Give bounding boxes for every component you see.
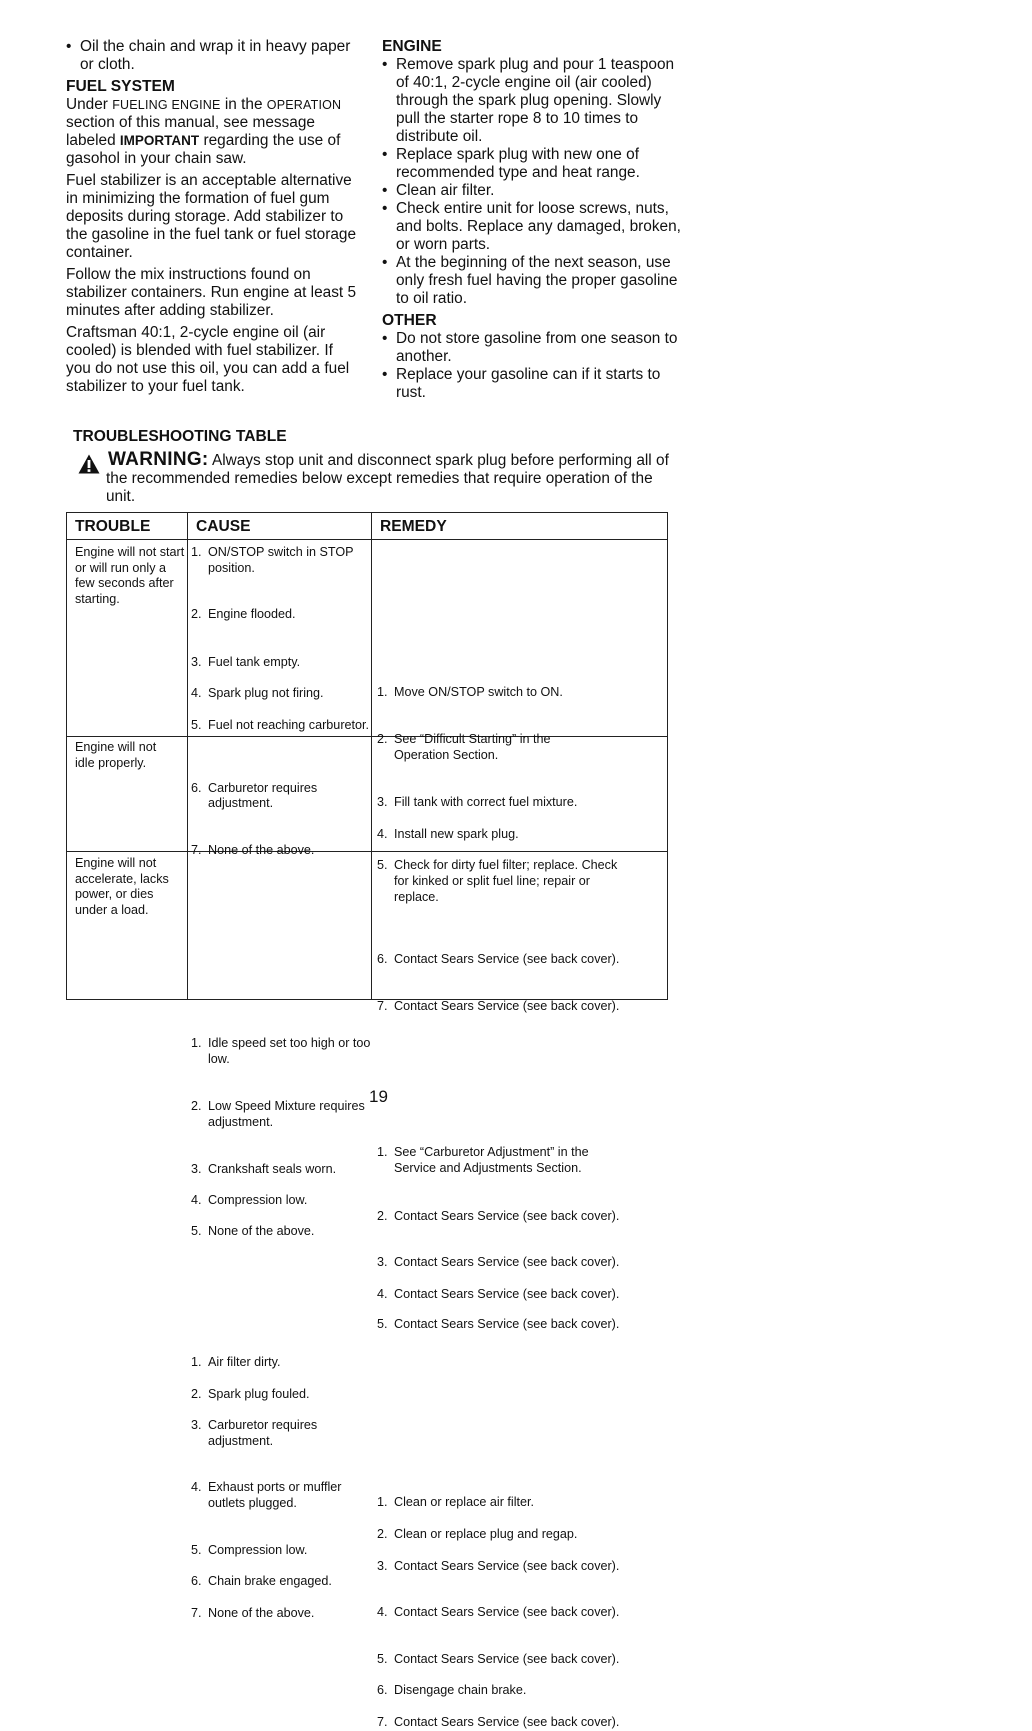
remedy-text: Contact Sears Service (see back cover). — [394, 952, 620, 967]
remedy-item — [377, 1559, 684, 1575]
cause-text: Engine flooded. — [208, 607, 296, 622]
remedy-text: Install new spark plug. — [394, 826, 519, 841]
cause-number: 5. — [191, 1223, 202, 1238]
remedy-item — [377, 685, 684, 701]
cause-text: None of the above. — [208, 1223, 315, 1238]
remedy-text: Clean or replace air filter. — [394, 1495, 534, 1510]
remedy-text: See “Difficult Starting” in the Operation Section. — [394, 731, 551, 762]
cause-text: ON/STOP switch in STOP position. — [208, 545, 354, 575]
remedy-item — [377, 1145, 684, 1176]
cause-number: 3. — [191, 1418, 202, 1433]
remedy-number: 1. — [377, 1145, 388, 1160]
remedy-item — [377, 1317, 684, 1333]
cause-item — [191, 607, 380, 623]
fuel-system-heading: FUEL SYSTEM — [66, 78, 175, 95]
page-number: 19 — [369, 1087, 388, 1106]
remedy-number: 3. — [377, 1558, 388, 1573]
cause-number: 3. — [191, 1161, 202, 1176]
remedy-number: 5. — [377, 1651, 388, 1666]
chain-bullet: • Oil the chain and wrap it in heavy paper or cloth. — [66, 38, 358, 74]
cause-number: 7. — [191, 1605, 202, 1620]
cause-number: 2. — [191, 607, 202, 622]
engine-heading: ENGINE — [382, 38, 442, 55]
cause-number: 4. — [191, 1193, 202, 1208]
remedy-item — [377, 1605, 684, 1621]
remedy-number: 5. — [377, 1317, 388, 1332]
cause-item — [191, 686, 380, 702]
cause-number: 7. — [191, 842, 202, 857]
header-remedy: REMEDY — [372, 513, 667, 540]
remedy-number: 5. — [377, 858, 388, 873]
cause-text: Compression low. — [208, 1193, 308, 1208]
trouble-cell: Engine will not accelerate, lacks power, or dies under a load. — [75, 856, 169, 917]
remedy-number: 1. — [377, 1495, 388, 1510]
remedy-item — [377, 1527, 684, 1543]
cause-item — [191, 1036, 380, 1067]
engine-item: • Check entire unit for loose screws, nuts, and bolts. Replace any damaged, broken, or worn parts. — [382, 200, 682, 254]
cause-text: Low Speed Mixture requires adjustment. — [208, 1099, 365, 1130]
cause-item — [191, 1387, 380, 1403]
warning-text: Always stop unit and disconnect spark plug before performing all of the recommended remedies below except remedies that require operation of the unit. — [106, 452, 669, 505]
remedy-number: 6. — [377, 1683, 388, 1698]
remedy-text: Fill tank with correct fuel mixture. — [394, 795, 578, 810]
cause-item — [191, 1355, 380, 1371]
cause-number: 2. — [191, 1386, 202, 1401]
remedy-number: 7. — [377, 1714, 388, 1729]
right-column — [382, 38, 682, 402]
cause-text: Fuel tank empty. — [208, 654, 301, 669]
cause-text: None of the above. — [208, 842, 315, 857]
remedy-item — [377, 1255, 684, 1271]
fuel-p1-operation: OPERATION — [266, 98, 342, 112]
cause-item — [191, 718, 380, 734]
fuel-system-paragraph-4: Craftsman 40:1, 2-cycle engine oil (air cooled) is blended with fuel stabilizer. If you do not use this oil, you can add a fuel stabilizer to your fuel tank. — [66, 324, 350, 395]
column-divider — [371, 513, 372, 999]
cause-number: 6. — [191, 1574, 202, 1589]
warning-block — [78, 449, 678, 506]
cause-item — [191, 1574, 380, 1590]
remedy-number: 4. — [377, 826, 388, 841]
cause-number: 4. — [191, 1480, 202, 1495]
cause-number: 6. — [191, 780, 202, 795]
remedy-number: 3. — [377, 795, 388, 810]
remedy-number: 2. — [377, 1208, 388, 1223]
cause-item — [191, 1543, 380, 1559]
cause-number: 3. — [191, 654, 202, 669]
fuel-system-paragraph-2: Fuel stabilizer is an acceptable alternative in minimizing the formation of fuel gum deposits during storage. Add stabilizer to the gasoline in the fuel tank or fuel storage container. — [66, 172, 357, 261]
fuel-p1-fueling-engine: FUELING ENGINE — [112, 98, 221, 112]
remedy-number: 1. — [377, 685, 388, 700]
cause-text: Crankshaft seals worn. — [208, 1161, 337, 1176]
column-divider — [187, 513, 188, 999]
cause-text: Air filter dirty. — [208, 1355, 281, 1369]
cause-text: Idle speed set too high or too low. — [208, 1036, 371, 1066]
engine-item: • Replace spark plug with new one of recommended type and heat range. — [382, 146, 682, 182]
cause-text: Carburetor requires adjustment. — [208, 1418, 318, 1448]
fuel-system-paragraph-3: Follow the mix instructions found on stabilizer containers. Run engine at least 5 minutes after adding stabilizer. — [66, 266, 357, 319]
cause-text: Exhaust ports or muffler outlets plugged. — [208, 1480, 342, 1510]
cause-text: Carburetor requires adjustment. — [208, 780, 318, 811]
engine-item: • Remove spark plug and pour 1 teaspoon of 40:1, 2-cycle engine oil (air cooled) through the spark plug opening. Slowly pull the starter rope 8 to 10 times to distribute oil. — [382, 56, 682, 146]
cause-text: Spark plug fouled. — [208, 1386, 310, 1401]
cause-item — [191, 545, 380, 576]
cause-number: 2. — [191, 1099, 202, 1114]
remedy-number: 2. — [377, 1526, 388, 1541]
remedy-item — [377, 827, 684, 843]
remedy-number: 3. — [377, 1255, 388, 1270]
fuel-p1-text-e: section of this manual, see message labeled — [66, 114, 315, 149]
trouble-cell: Engine will not idle properly. — [75, 740, 157, 770]
remedy-item — [377, 1715, 684, 1731]
cause-text: None of the above. — [208, 1605, 315, 1620]
remedy-text: See “Carburetor Adjustment” in the Service and Adjustments Section. — [394, 1145, 589, 1176]
header-cause: CAUSE — [188, 513, 372, 540]
cause-text: Spark plug not firing. — [208, 686, 324, 701]
left-column — [66, 38, 358, 396]
remedy-item — [377, 952, 684, 968]
remedy-text: Contact Sears Service (see back cover). — [394, 998, 620, 1013]
other-item: • Do not store gasoline from one season to another. — [382, 330, 682, 366]
cause-text: Compression low. — [208, 1542, 308, 1557]
remedy-text: Contact Sears Service (see back cover). — [394, 1651, 620, 1666]
cause-text: Chain brake engaged. — [208, 1574, 332, 1589]
remedy-text: Contact Sears Service (see back cover). — [394, 1255, 620, 1270]
cause-number: 5. — [191, 1542, 202, 1557]
remedy-number: 7. — [377, 998, 388, 1013]
remedy-item — [377, 1652, 684, 1668]
cause-number: 1. — [191, 1355, 202, 1369]
fuel-p1-text-g: regarding the use of gasohol in your chain saw. — [66, 132, 341, 167]
cause-item — [191, 1162, 380, 1178]
remedy-text: Move ON/STOP switch to ON. — [394, 685, 563, 700]
cause-number: 1. — [191, 545, 202, 559]
trouble-cell: Engine will not start or will run only a few seconds after starting. — [75, 545, 185, 606]
remedy-item — [377, 1287, 684, 1303]
remedy-number: 6. — [377, 952, 388, 967]
fuel-p1-important: IMPORTANT — [119, 133, 200, 148]
remedy-item — [377, 1209, 684, 1225]
remedy-item — [377, 732, 684, 763]
cause-number: 4. — [191, 686, 202, 701]
remedy-item — [377, 999, 684, 1015]
remedy-text: Contact Sears Service (see back cover). — [394, 1317, 620, 1332]
cause-item — [191, 1099, 380, 1130]
troubleshooting-title: TROUBLESHOOTING TABLE — [73, 428, 287, 445]
remedy-number: 2. — [377, 731, 388, 746]
remedy-item — [377, 1683, 684, 1699]
remedy-text: Contact Sears Service (see back cover). — [394, 1714, 620, 1729]
remedy-text: Check for dirty fuel filter; replace. Check for kinked or split fuel line; repair or replace. — [394, 858, 618, 904]
remedy-text: Clean or replace plug and regap. — [394, 1526, 578, 1541]
engine-item: • Clean air filter. — [382, 182, 682, 200]
header-trouble: TROUBLE — [67, 513, 188, 540]
warning-label: WARNING: — [108, 449, 209, 470]
cause-item — [191, 1224, 380, 1240]
fuel-p1-text-c: in the — [220, 96, 267, 113]
remedy-text: Disengage chain brake. — [394, 1683, 527, 1698]
cause-item — [191, 1606, 380, 1622]
cause-item — [191, 655, 380, 671]
cause-item — [191, 1480, 380, 1511]
remedy-text: Contact Sears Service (see back cover). — [394, 1605, 620, 1620]
cause-text: Fuel not reaching carburetor. — [208, 717, 370, 732]
remedy-text: Contact Sears Service (see back cover). — [394, 1208, 620, 1223]
cause-item — [191, 1193, 380, 1209]
fuel-system-paragraph-1 — [66, 96, 358, 168]
cause-item — [191, 781, 380, 812]
remedy-item — [377, 1495, 684, 1511]
remedy-number: 4. — [377, 1605, 388, 1620]
fuel-p1-text-a: Under — [66, 96, 113, 113]
remedy-number: 4. — [377, 1286, 388, 1301]
other-heading: OTHER — [382, 312, 437, 329]
cause-item — [191, 1418, 380, 1449]
warning-triangle-icon — [78, 454, 100, 474]
remedy-text: Contact Sears Service (see back cover). — [394, 1286, 620, 1301]
other-item: • Replace your gasoline can if it starts to rust. — [382, 366, 682, 402]
remedy-item — [377, 858, 684, 905]
remedy-item — [377, 795, 684, 811]
engine-item: • At the beginning of the next season, use only fresh fuel having the proper gasoline to oil ratio. — [382, 254, 682, 308]
cause-number: 1. — [191, 1036, 202, 1051]
remedy-text: Contact Sears Service (see back cover). — [394, 1558, 620, 1573]
cause-item — [191, 843, 380, 859]
cause-number: 5. — [191, 717, 202, 732]
